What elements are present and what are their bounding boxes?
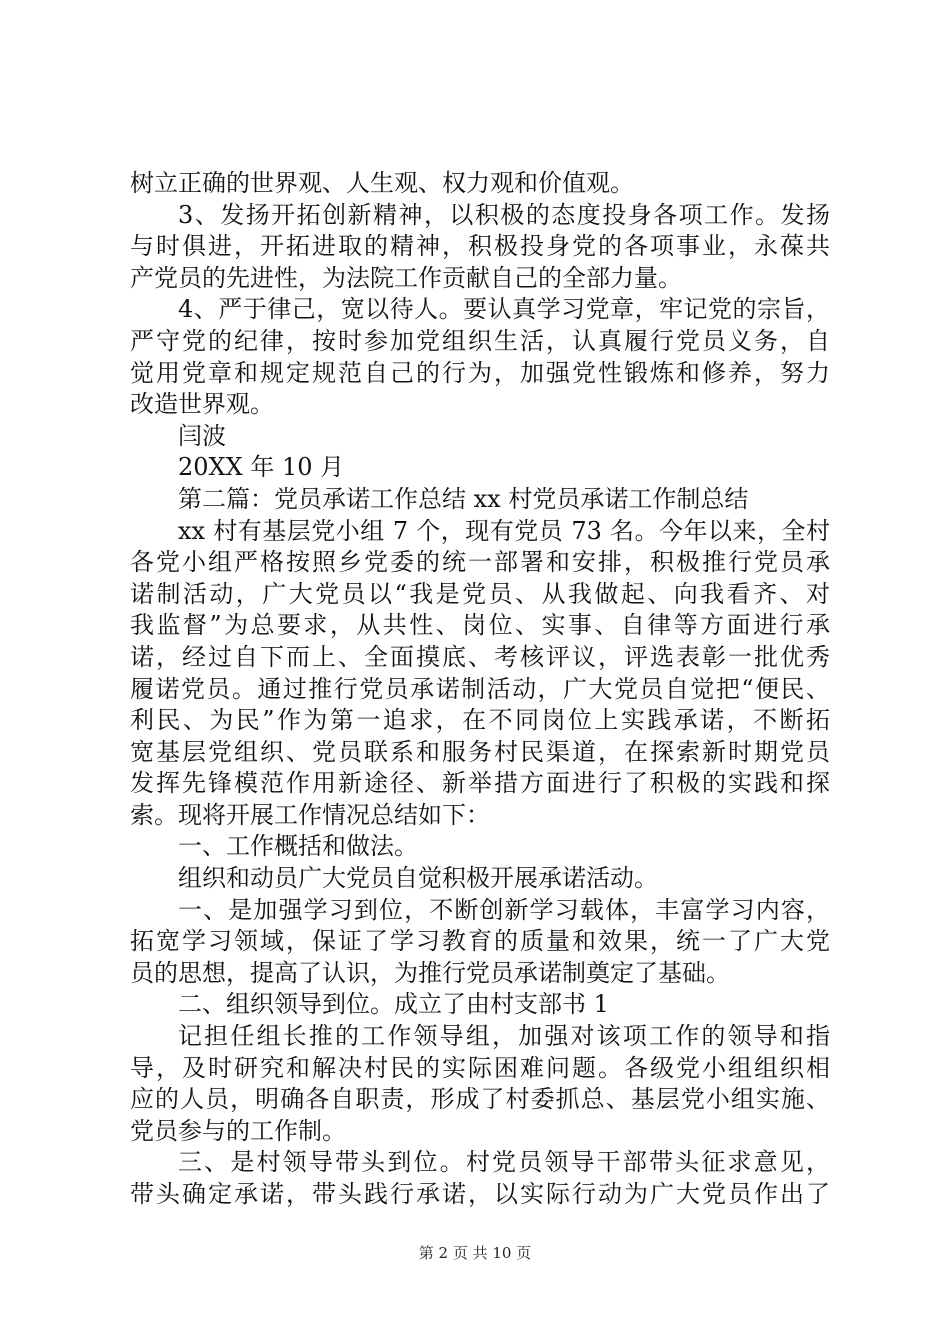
text-line: 觉用党章和规定规范自己的行为，加强党性锻炼和修养，努力 bbox=[130, 358, 830, 387]
text-line: 4、严于律己，宽以待人。要认真学习党章，牢记党的宗旨， bbox=[178, 295, 830, 324]
text-line: 一、工作概括和做法。 bbox=[178, 832, 418, 861]
text-line: 带头确定承诺，带头践行承诺，以实际行动为广大党员作出了 bbox=[130, 1180, 830, 1208]
text-line: 组织和动员广大党员自觉积极开展承诺活动。 bbox=[178, 864, 658, 893]
text-line: 我监督”为总要求，从共性、岗位、实事、自律等方面进行承 bbox=[130, 611, 830, 640]
text-line: 拓宽学习领域，保证了学习教育的质量和效果，统一了广大党 bbox=[130, 927, 830, 956]
text-line: 发挥先锋模范作用新途径、新举措方面进行了积极的实践和探 bbox=[130, 769, 830, 798]
text-line: xx 村有基层党小组 7 个，现有党员 73 名。今年以来，全村 bbox=[178, 516, 830, 545]
text-line: 三、是村领导带头到位。村党员领导干部带头征求意见， bbox=[178, 1148, 830, 1177]
text-line: 3、发扬开拓创新精神，以积极的态度投身各项工作。发扬 bbox=[178, 200, 830, 229]
text-line: 党员参与的工作制。 bbox=[130, 1116, 346, 1145]
text-line: 诺制活动，广大党员以“我是党员、从我做起、向我看齐、对 bbox=[130, 579, 830, 608]
text-line: 各党小组严格按照乡党委的统一部署和安排，积极推行党员承 bbox=[130, 548, 830, 577]
text-line: 产党员的先进性，为法院工作贡献自己的全部力量。 bbox=[130, 263, 682, 292]
page-footer: 第 2 页 共 10 页 bbox=[418, 1244, 532, 1262]
text-line: 20XX 年 10 月 bbox=[178, 453, 345, 482]
text-line: 履诺党员。通过推行党员承诺制活动，广大党员自觉把“便民、 bbox=[130, 674, 830, 703]
text-line: 与时俱进，开拓进取的精神，积极投身党的各项事业，永葆共 bbox=[130, 232, 830, 261]
text-line: 二、组织领导到位。成立了由村支部书 1 bbox=[178, 990, 609, 1019]
text-line: 一、是加强学习到位，不断创新学习载体，丰富学习内容， bbox=[178, 895, 830, 924]
text-line: 员的思想，提高了认识，为推行党员承诺制奠定了基础。 bbox=[130, 958, 730, 987]
text-line: 闫波 bbox=[178, 421, 226, 450]
text-line: 改造世界观。 bbox=[130, 390, 274, 419]
text-line: 记担任组长推的工作领导组，加强对该项工作的领导和指 bbox=[178, 1022, 830, 1051]
text-line: 利民、为民”作为第一追求，在不同岗位上实践承诺，不断拓 bbox=[130, 706, 830, 735]
document-body bbox=[130, 168, 830, 1211]
text-line: 导，及时研究和解决村民的实际困难问题。各级党小组组织相 bbox=[130, 1053, 830, 1082]
text-line: 索。现将开展工作情况总结如下： bbox=[130, 800, 490, 829]
text-line: 严守党的纪律，按时参加党组织生活，认真履行党员义务，自 bbox=[130, 326, 830, 355]
text-line: 诺，经过自下而上、全面摸底、考核评议，评选表彰一批优秀 bbox=[130, 642, 830, 671]
text-line: 应的人员，明确各自职责，形成了村委抓总、基层党小组实施、 bbox=[130, 1085, 830, 1114]
text-line: 第二篇：党员承诺工作总结 xx 村党员承诺工作制总结 bbox=[178, 484, 749, 513]
text-line: 宽基层党组织、党员联系和服务村民渠道，在探索新时期党员 bbox=[130, 737, 830, 766]
text-line: 树立正确的世界观、人生观、权力观和价值观。 bbox=[130, 169, 634, 197]
